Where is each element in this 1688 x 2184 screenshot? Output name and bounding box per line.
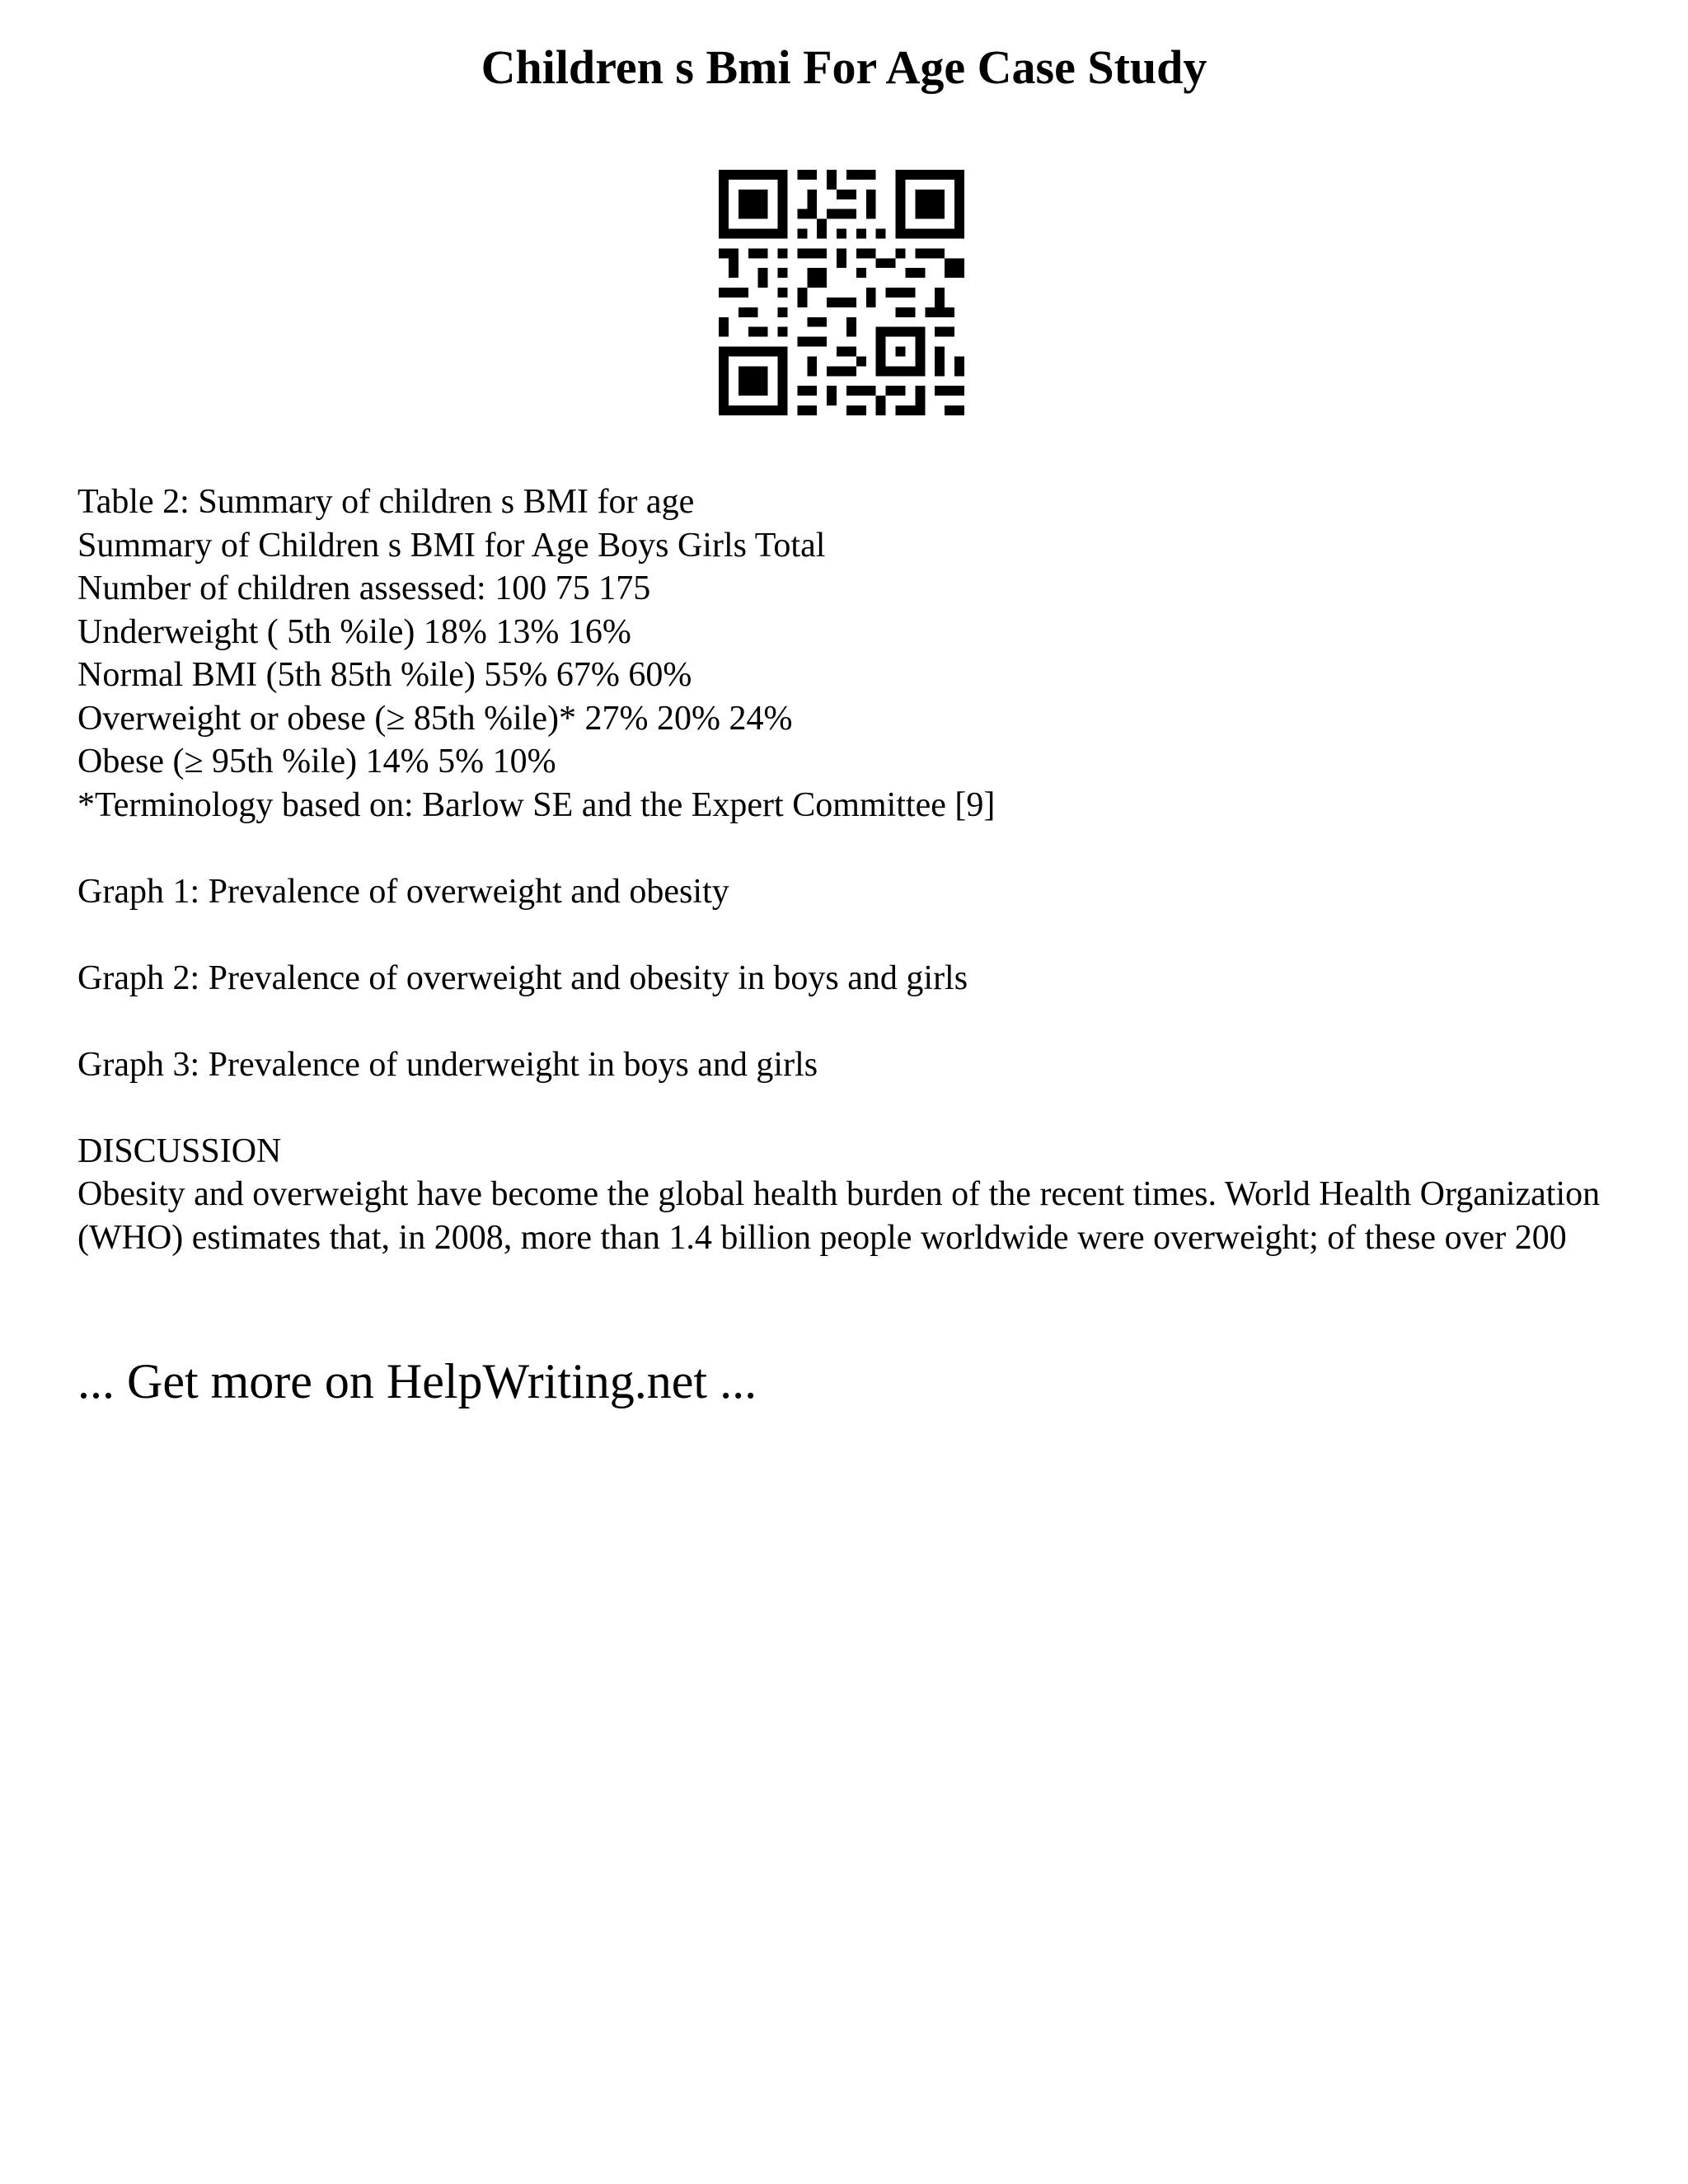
table-row: Number of children assessed: 100 75 175: [77, 569, 651, 607]
table-footnote: *Terminology based on: Barlow SE and the Expert Committee [9]: [77, 785, 996, 824]
table-row: Underweight ( 5th %ile) 18% 13% 16%: [77, 612, 631, 651]
table-row: Obese (≥ 95th %ile) 14% 5% 10%: [77, 743, 556, 780]
document-body: [77, 480, 1627, 1259]
promo-link[interactable]: ... Get more on HelpWriting.net ...: [77, 1354, 757, 1408]
table-header: Summary of Children s BMI for Age Boys Girls Total: [77, 526, 826, 565]
qr-code: [719, 170, 964, 415]
table-caption: Table 2: Summary of children s BMI for age: [77, 483, 695, 521]
graph-caption: Graph 3: Prevalence of underweight in boys and girls: [77, 1045, 818, 1084]
graph-caption: Graph 2: Prevalence of overweight and obesity in boys and girls: [77, 958, 968, 997]
table-row: Overweight or obese (≥ 85th %ile)* 27% 20% 24%: [77, 699, 793, 738]
table-row: Normal BMI (5th 85th %ile) 55% 67% 60%: [77, 656, 692, 694]
page-title: Children s Bmi For Age Case Study: [481, 40, 1207, 94]
discussion-heading: DISCUSSION: [77, 1132, 282, 1170]
graph-caption: Graph 1: Prevalence of overweight and obesity: [77, 872, 729, 911]
discussion-paragraph: Obesity and overweight have become the global health burden of the recent times. World Health Organization (WHO) estimates that, in 2008, more than 1.4 billion people worldwide were overweight; of these over 200: [77, 1175, 1601, 1257]
